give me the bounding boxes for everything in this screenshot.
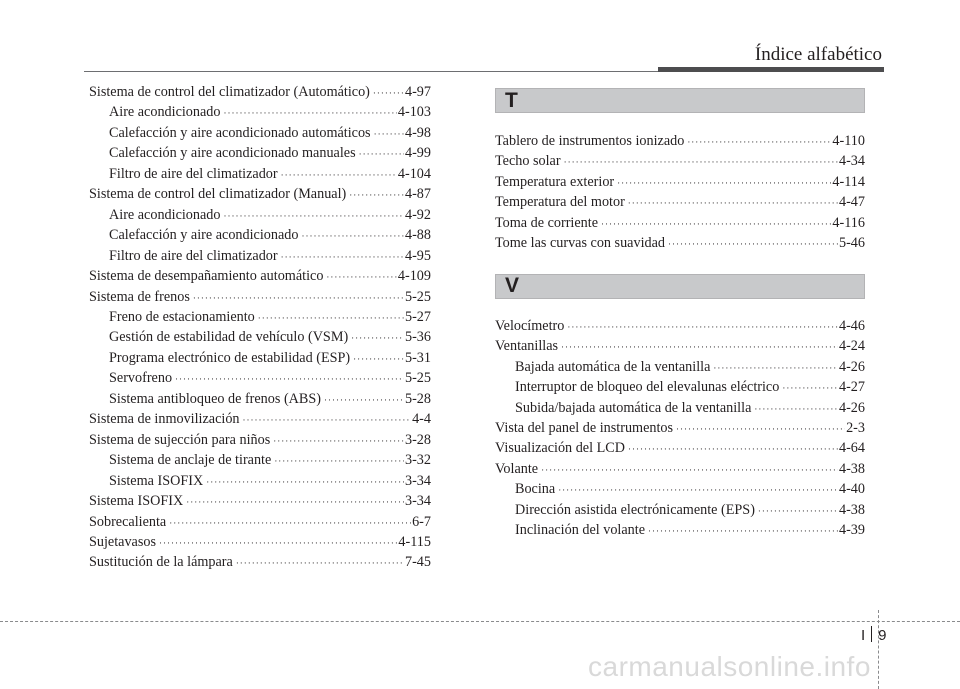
index-entry — [89, 513, 431, 533]
dot-leader — [758, 502, 838, 521]
dot-leader — [687, 133, 831, 152]
entry-page: 4-114 — [832, 173, 865, 190]
index-subentry — [89, 247, 431, 267]
entry-label: Toma de corriente — [495, 214, 598, 231]
section-letter: T — [505, 88, 518, 112]
entry-page: 4-47 — [838, 194, 865, 211]
entry-page: 4-88 — [404, 227, 431, 244]
entry-label: Calefacción y aire acondicionado automáticos — [109, 124, 371, 141]
index-subentry — [495, 399, 865, 419]
dot-leader — [564, 153, 838, 172]
entry-page: 4-98 — [404, 124, 431, 141]
dot-leader — [359, 145, 404, 164]
entry-label: Sistema ISOFIX — [109, 472, 204, 489]
dot-leader — [281, 166, 397, 185]
entry-page: 4-97 — [404, 84, 431, 100]
entry-label: Volante — [495, 460, 539, 477]
index-subentry — [495, 358, 865, 378]
entry-label: Programa electrónico de estabilidad (ESP) — [109, 349, 351, 366]
entry-label: Visualización del LCD — [495, 440, 625, 457]
dot-leader — [668, 235, 838, 254]
entry-page: 4-4 — [412, 411, 431, 428]
entry-label: Sobrecalienta — [89, 513, 167, 530]
entry-page: 4-46 — [838, 317, 865, 334]
entry-label: Aire acondicionado — [109, 104, 221, 121]
index-subentry — [89, 206, 431, 226]
index-subentry — [89, 308, 431, 328]
dot-leader — [373, 84, 404, 103]
entry-page: 3-32 — [404, 452, 431, 469]
entry-page: 3-34 — [404, 472, 431, 489]
index-entry — [89, 83, 431, 103]
entry-label: Inclinación del volante — [515, 522, 646, 539]
entry-page: 5-27 — [404, 308, 431, 325]
entry-page: 4-38 — [838, 501, 865, 518]
dot-leader — [561, 338, 838, 357]
index-subentry — [89, 165, 431, 185]
index-entry — [89, 267, 431, 287]
entry-page: 2-3 — [846, 419, 865, 436]
index-entry — [89, 185, 431, 205]
dot-leader — [558, 481, 838, 500]
header-rule-accent — [658, 67, 884, 72]
dot-leader — [351, 329, 404, 348]
index-entry — [495, 419, 865, 439]
footer-dashed-rule — [0, 621, 960, 622]
index-subentry — [89, 226, 431, 246]
entry-page: 6-7 — [412, 513, 431, 530]
index-entry — [495, 214, 865, 234]
entry-page: 5-25 — [404, 370, 431, 387]
dot-leader — [628, 194, 838, 213]
entry-label: Servofreno — [109, 370, 173, 387]
entry-page: 4-40 — [838, 481, 865, 498]
dot-leader — [281, 248, 404, 267]
entry-page: 5-28 — [404, 390, 431, 407]
entry-label: Tablero de instrumentos ionizado — [495, 133, 685, 149]
dot-leader — [301, 227, 404, 246]
index-entry — [495, 460, 865, 480]
dot-leader — [274, 452, 404, 471]
section-header-v — [495, 274, 865, 299]
section-header-t — [495, 88, 865, 113]
entry-label: Bajada automática de la ventanilla — [515, 358, 711, 375]
index-entry — [495, 337, 865, 357]
entry-page: 7-45 — [404, 554, 431, 571]
entry-page: 4-104 — [397, 165, 431, 182]
index-entry — [89, 553, 431, 573]
entry-label: Sistema ISOFIX — [89, 493, 184, 510]
index-subentry — [495, 521, 865, 541]
index-entry — [89, 410, 431, 430]
entry-page: 4-99 — [404, 145, 431, 162]
entry-page: 5-36 — [404, 329, 431, 346]
index-column-left — [89, 83, 431, 574]
entry-page: 4-34 — [838, 153, 865, 170]
dot-leader — [223, 207, 404, 226]
dot-leader — [206, 473, 404, 492]
dot-leader — [243, 411, 412, 430]
entry-label: Freno de estacionamiento — [109, 308, 255, 325]
dot-leader — [193, 289, 404, 308]
entry-label: Ventanillas — [495, 338, 559, 355]
dot-leader — [353, 350, 404, 369]
entry-page: 4-24 — [838, 338, 865, 355]
index-entry — [495, 173, 865, 193]
index-subentry — [89, 472, 431, 492]
index-subentry — [89, 103, 431, 123]
index-entry — [89, 533, 431, 553]
entry-label: Interruptor de bloqueo del elevalunas eléctrico — [515, 379, 780, 396]
dot-leader — [567, 318, 838, 337]
dot-leader — [159, 534, 397, 553]
entry-label: Sistema de anclaje de tirante — [109, 452, 272, 469]
entry-page: 4-26 — [838, 399, 865, 416]
index-subentry — [89, 328, 431, 348]
dot-leader — [676, 420, 845, 439]
section-t-entries — [495, 132, 865, 255]
entry-page: 4-26 — [838, 358, 865, 375]
entry-page: 3-28 — [404, 431, 431, 448]
index-subentry — [495, 480, 865, 500]
entry-label: Gestión de estabilidad de vehículo (VSM) — [109, 329, 349, 346]
entry-page: 5-46 — [838, 235, 865, 252]
index-subentry — [89, 451, 431, 471]
dot-leader — [175, 370, 404, 389]
entry-label: Filtro de aire del climatizador — [109, 165, 278, 182]
entry-page: 5-25 — [404, 288, 431, 305]
entry-page: 4-38 — [838, 460, 865, 477]
index-entry — [495, 132, 865, 152]
dot-leader — [326, 268, 396, 287]
entry-label: Sistema de control del climatizador (Manual) — [89, 186, 347, 203]
dot-leader — [186, 493, 404, 512]
entry-label: Sujetavasos — [89, 533, 156, 550]
page-section: I — [861, 627, 866, 644]
dot-leader — [648, 522, 838, 541]
dot-leader — [628, 440, 838, 459]
entry-label: Filtro de aire del climatizador — [109, 247, 278, 264]
dot-leader — [541, 461, 838, 480]
entry-page: 5-31 — [404, 349, 431, 366]
page-num: 9 — [878, 627, 887, 644]
entry-label: Sustitución de la lámpara — [89, 554, 233, 571]
entry-page: 4-110 — [832, 133, 865, 149]
entry-page: 4-109 — [397, 268, 431, 285]
entry-label: Sistema de sujección para niños — [89, 431, 271, 448]
entry-label: Temperatura del motor — [495, 194, 625, 211]
section-v-entries — [495, 317, 865, 542]
dot-leader — [169, 514, 411, 533]
entry-label: Sistema antibloqueo de frenos (ABS) — [109, 390, 321, 407]
dot-leader — [617, 174, 831, 193]
watermark: carmanualsonline.info — [588, 651, 871, 682]
page-separator — [871, 626, 872, 642]
entry-label: Tome las curvas con suavidad — [495, 235, 665, 252]
index-subentry — [495, 378, 865, 398]
dot-leader — [223, 104, 396, 123]
entry-page: 4-115 — [398, 533, 431, 550]
entry-label: Sistema de frenos — [89, 288, 190, 305]
index-entry — [495, 152, 865, 172]
index-subentry — [89, 390, 431, 410]
entry-page: 4-103 — [397, 104, 431, 121]
dot-leader — [374, 125, 404, 144]
dot-leader — [601, 215, 831, 234]
entry-label: Bocina — [515, 481, 556, 498]
index-entry — [495, 439, 865, 459]
entry-label: Techo solar — [495, 153, 561, 170]
crop-mark — [878, 610, 879, 689]
dot-leader — [782, 379, 838, 398]
section-letter: V — [505, 274, 520, 298]
index-entry — [495, 317, 865, 337]
entry-label: Sistema de inmovilización — [89, 411, 240, 428]
index-entry — [495, 193, 865, 213]
entry-page: 4-64 — [838, 440, 865, 457]
dot-leader — [754, 400, 838, 419]
entry-page: 4-92 — [404, 206, 431, 223]
index-subentry — [89, 349, 431, 369]
entry-page: 4-116 — [832, 214, 865, 231]
entry-page: 4-39 — [838, 522, 865, 539]
entry-label: Temperatura exterior — [495, 173, 615, 190]
entry-label: Calefacción y aire acondicionado manuales — [109, 145, 356, 162]
dot-leader — [349, 186, 404, 205]
entry-page: 4-95 — [404, 247, 431, 264]
index-entry — [495, 234, 865, 254]
entry-label: Subida/bajada automática de la ventanilla — [515, 399, 752, 416]
index-column-right — [495, 83, 865, 542]
page-title: Índice alfabético — [754, 44, 882, 65]
entry-label: Aire acondicionado — [109, 206, 221, 223]
dot-leader — [273, 432, 404, 451]
entry-label: Sistema de desempañamiento automático — [89, 268, 324, 285]
entry-label: Sistema de control del climatizador (Automático) — [89, 84, 370, 100]
dot-leader — [258, 309, 404, 328]
dot-leader — [236, 554, 404, 573]
entry-page: 4-27 — [838, 379, 865, 396]
entry-label: Velocímetro — [495, 317, 565, 334]
index-subentry — [89, 124, 431, 144]
page-number — [861, 626, 887, 644]
entry-label: Calefacción y aire acondicionado — [109, 227, 299, 244]
entry-page: 3-34 — [404, 493, 431, 510]
index-subentry — [89, 144, 431, 164]
entry-label: Dirección asistida electrónicamente (EPS) — [515, 501, 755, 518]
dot-leader — [713, 359, 838, 378]
entry-page: 4-87 — [404, 186, 431, 203]
index-entry — [89, 288, 431, 308]
dot-leader — [324, 391, 404, 410]
index-subentry — [89, 369, 431, 389]
index-subentry — [495, 501, 865, 521]
index-entry — [89, 492, 431, 512]
index-entry — [89, 431, 431, 451]
entry-label: Vista del panel de instrumentos — [495, 419, 674, 436]
